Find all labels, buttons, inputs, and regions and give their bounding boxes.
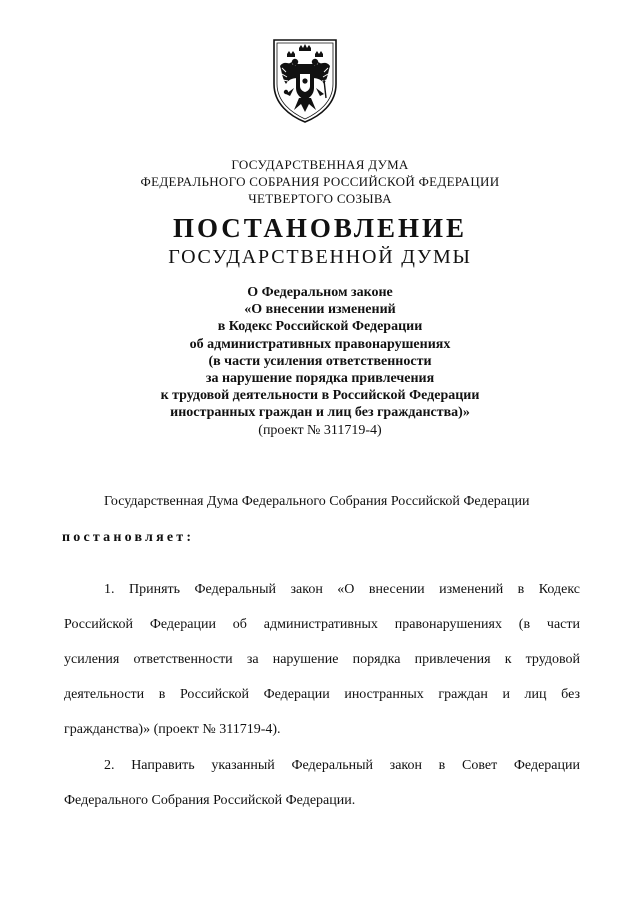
law-title-line: (в части усиления ответственности xyxy=(208,353,432,369)
paragraph-line: 2. Направить указанный Федеральный закон в Совет Федерации xyxy=(104,758,580,773)
law-title-line: О Федеральном законе xyxy=(247,285,393,300)
law-title-line: об административных правонарушениях xyxy=(189,336,451,352)
header-line-2: ФЕДЕРАЛЬНОГО СОБРАНИЯ РОССИЙСКОЙ ФЕДЕРАЦИИ xyxy=(140,174,500,189)
paragraph-line: Федерального Собрания Российской Федерации. xyxy=(64,793,356,808)
paragraph-line: деятельности в Российской Федерации иностранных граждан и лиц без xyxy=(64,687,580,702)
law-title-line: за нарушение порядка привлечения xyxy=(205,371,435,387)
law-title-line: «О внесении изменений xyxy=(244,302,396,318)
law-title-line: иностранных граждан и лиц без гражданства)» xyxy=(170,405,470,421)
document-subtitle: ГОСУДАРСТВЕННОЙ ДУМЫ xyxy=(168,246,472,268)
paragraph-line: усиления ответственности за нарушение порядка привлечения к трудовой xyxy=(64,652,580,667)
law-title-line: к трудовой деятельности в Российской Федерации xyxy=(160,388,480,404)
law-title-line: в Кодекс Российской Федерации xyxy=(217,319,423,335)
project-number: (проект № 311719-4) xyxy=(258,422,382,438)
paragraph-1 xyxy=(64,572,580,747)
header-line-1: ГОСУДАРСТВЕННАЯ ДУМА xyxy=(231,157,409,172)
paragraph-line: гражданства)» (проект № 311719-4). xyxy=(64,722,281,737)
issuer-header xyxy=(0,156,640,207)
paragraph-line: Российской Федерации об административных правонарушениях (в части xyxy=(64,617,580,632)
paragraph-2 xyxy=(64,748,580,818)
law-title-block xyxy=(0,284,640,439)
decrees-label: постановляет: xyxy=(62,530,195,545)
paragraph-line: 1. Принять Федеральный закон «О внесении изменений в Кодекс xyxy=(104,582,580,597)
russian-coat-of-arms-icon xyxy=(268,36,342,124)
header-line-3: ЧЕТВЕРТОГО СОЗЫВА xyxy=(248,191,392,206)
preamble: Государственная Дума Федерального Собрания Российской Федерации xyxy=(104,494,530,509)
document-title: ПОСТАНОВЛЕНИЕ xyxy=(172,213,468,243)
